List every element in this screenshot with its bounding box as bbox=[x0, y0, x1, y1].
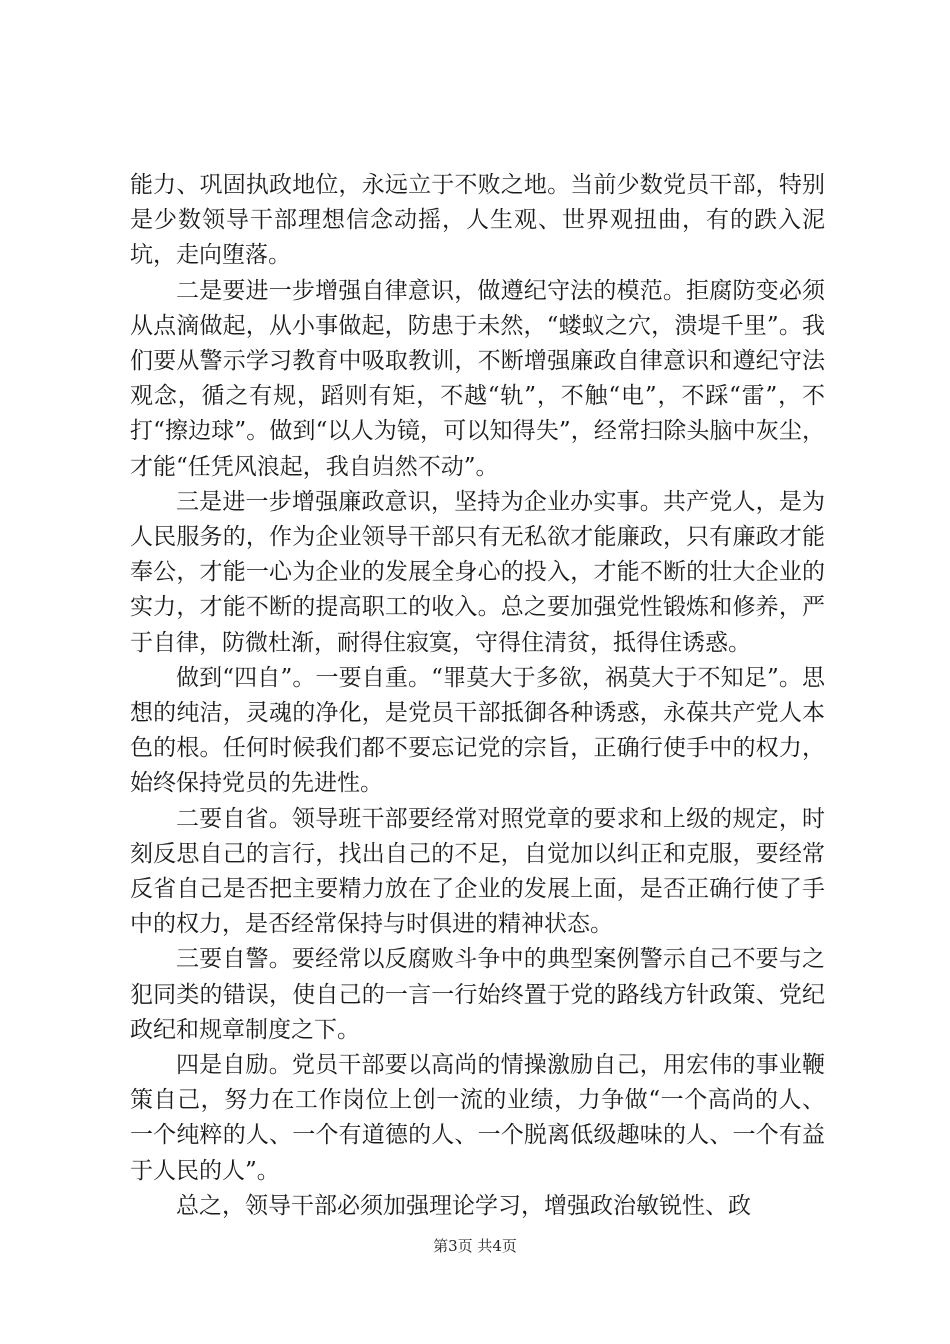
body-text bbox=[130, 168, 825, 1224]
paragraph-self-respect: 做到“四自”。一要自重。“罪莫大于多欲，祸莫大于不知足”。思想的纯洁，灵魂的净化，是党员干部抵御各种诱惑，永葆共产党人本色的根。任何时候我们都不要忘记党的宗旨，正确行使手中的权力，始终保持党员的先进性。 bbox=[130, 664, 825, 797]
paragraph-integrity: 三是进一步增强廉政意识，坚持为企业办实事。共产党人，是为人民服务的，作为企业领导干部只有无私欲才能廉政，只有廉政才能奉公，才能一心为企业的发展全身心的投入，才能不断的壮大企业的实力，才能不断的提高职工的收入。总之要加强党性锻炼和修养，严于自律，防微杜渐，耐得住寂寞，守得住清贫，抵得住诱惑。 bbox=[130, 488, 825, 656]
paragraph-self-reflection: 二要自省。领导班干部要经常对照党章的要求和上级的规定，时刻反思自己的言行，找出自己的不足，自觉加以纠正和克服，要经常反省自己是否把主要精力放在了企业的发展上面，是否正确行使了手中的权力，是否经常保持与时俱进的精神状态。 bbox=[130, 805, 825, 938]
page-number-footer: 第3页 共4页 bbox=[433, 1237, 517, 1255]
paragraph-conclusion: 总之，领导干部必须加强理论学习，增强政治敏锐性、政 bbox=[176, 1192, 751, 1219]
paragraph-self-motivation: 四是自励。党员干部要以高尚的情操激励自己，用宏伟的事业鞭策自己，努力在工作岗位上创一流的业绩，力争做“一个高尚的人、一个纯粹的人、一个有道德的人、一个脱离低级趣味的人、一个有益于人民的人”。 bbox=[130, 1052, 825, 1184]
paragraph-self-discipline: 二是要进一步增强自律意识，做遵纪守法的模范。拒腐防变必须从点滴做起，从小事做起，防患于未然，“蝼蚁之穴，溃堤千里”。我们要从警示学习教育中吸取教训，不断增强廉政自律意识和遵纪守法观念，循之有规，蹈则有矩，不越“轨”，不触“电”，不踩“雷”，不打“擦边球”。做到“以人为镜，可以知得失”，经常扫除头脑中灰尘，才能“任凭风浪起，我自岿然不动”。 bbox=[130, 277, 825, 480]
paragraph-continuation: 能力、巩固执政地位，永远立于不败之地。当前少数党员干部，特别是少数领导干部理想信念动摇，人生观、世界观扭曲，有的跌入泥坑，走向堕落。 bbox=[130, 172, 825, 269]
paragraph-self-warning: 三要自警。要经常以反腐败斗争中的典型案例警示自己不要与之犯同类的错误，使自己的一言一行始终置于党的路线方针政策、党纪政纪和规章制度之下。 bbox=[130, 946, 825, 1043]
